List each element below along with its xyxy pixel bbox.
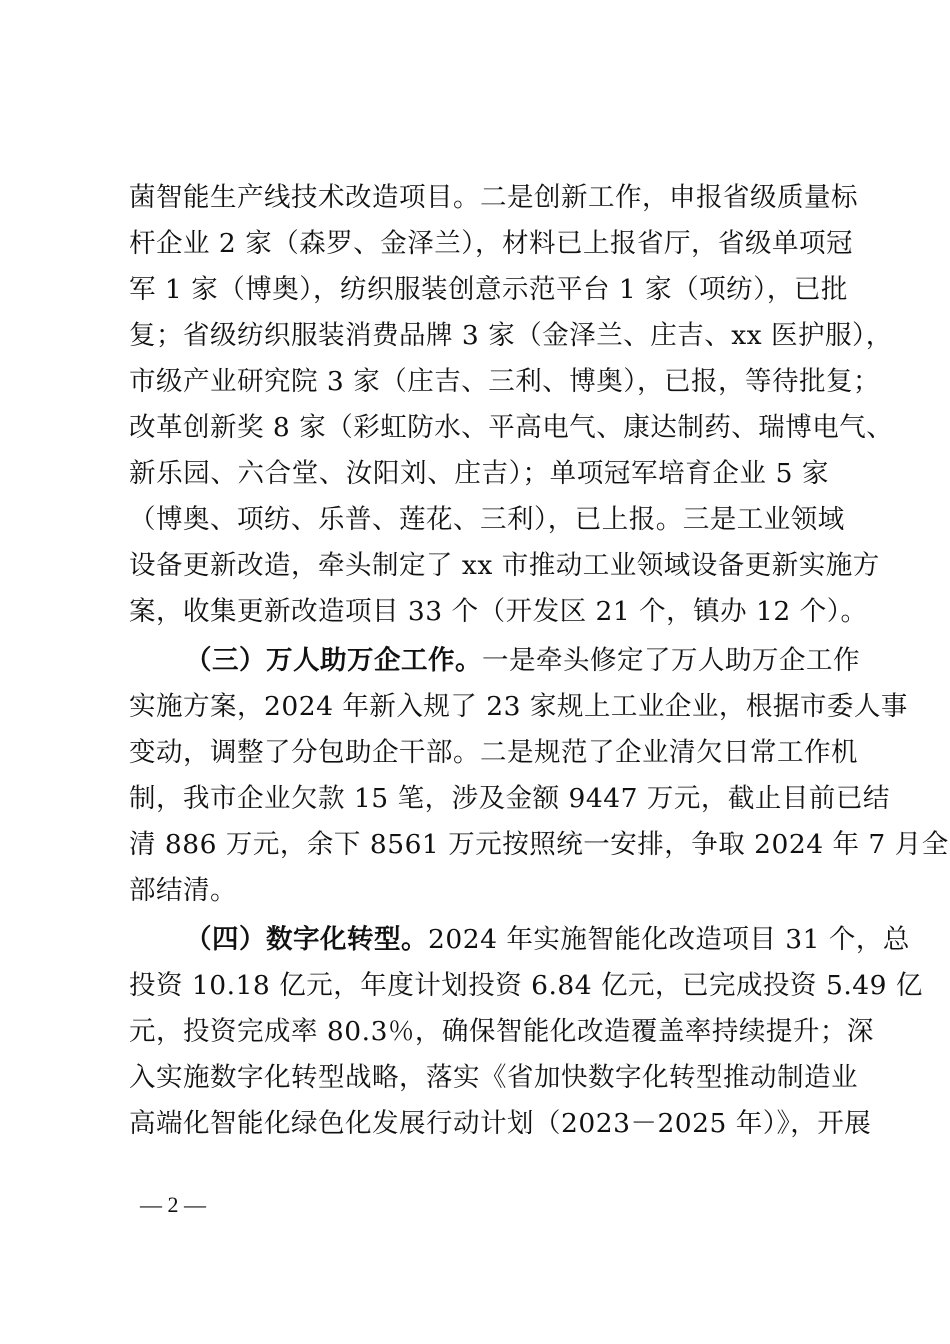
section-heading-3: （三）万人助万企工作。: [185, 645, 482, 676]
paragraph-line: 杆企业 2 家（森罗、金泽兰），材料已上报省厅，省级单项冠: [129, 228, 853, 259]
paragraph-line: 市级产业研究院 3 家（庄吉、三利、博奥），已报，等待批复；: [129, 366, 880, 397]
paragraph-line: 高端化智能化绿色化发展行动计划（2023－2025 年）》，开展: [129, 1108, 872, 1139]
paragraph-line: 设备更新改造，牵头制定了 xx 市推动工业领域设备更新实施方: [129, 550, 880, 581]
paragraph-line: 改革创新奖 8 家（彩虹防水、平高电气、康达制药、瑞博电气、: [129, 412, 894, 443]
paragraph-first-line: [185, 639, 860, 683]
paragraph-line: 军 1 家（博奥），纺织服装创意示范平台 1 家（项纺），已批: [129, 274, 848, 305]
paragraph-line: 制，我市企业欠款 15 笔，涉及金额 9447 万元，截止目前已结: [129, 783, 890, 814]
paragraph-text: 一是牵头修定了万人助万企工作: [482, 645, 860, 676]
paragraph-line: 菌智能生产线技术改造项目。二是创新工作，申报省级质量标: [129, 182, 858, 213]
paragraph-line: 清 886 万元，余下 8561 万元按照统一安排，争取 2024 年 7 月全: [129, 829, 949, 860]
paragraph-line: 变动，调整了分包助企干部。二是规范了企业清欠日常工作机: [129, 737, 858, 768]
paragraph-line: 实施方案，2024 年新入规了 23 家规上工业企业，根据市委人事: [129, 691, 908, 722]
section-heading-4: （四）数字化转型。: [185, 924, 428, 955]
paragraph-line: 部结清。: [129, 875, 237, 906]
paragraph-line: 元，投资完成率 80.3％，确保智能化改造覆盖率持续提升；深: [129, 1016, 874, 1047]
paragraph-line: （博奥、项纺、乐普、莲花、三利），已上报。三是工业领域: [129, 504, 845, 535]
paragraph-line: 新乐园、六合堂、汝阳刘、庄吉）；单项冠军培育企业 5 家: [129, 458, 829, 489]
paragraph-line: 投资 10.18 亿元，年度计划投资 6.84 亿元，已完成投资 5.49 亿: [129, 970, 923, 1001]
paragraph-line: 入实施数字化转型战略，落实《省加快数字化转型推动制造业: [129, 1062, 858, 1093]
paragraph-first-line: [185, 918, 910, 962]
page-number: — 2 —: [140, 1192, 206, 1217]
paragraph-line: 复；省级纺织服装消费品牌 3 家（金泽兰、庄吉、xx 医护服），: [129, 320, 893, 351]
paragraph-line: 案，收集更新改造项目 33 个（开发区 21 个，镇办 12 个）。: [129, 596, 868, 627]
paragraph-text: 2024 年实施智能化改造项目 31 个，总: [428, 924, 910, 955]
